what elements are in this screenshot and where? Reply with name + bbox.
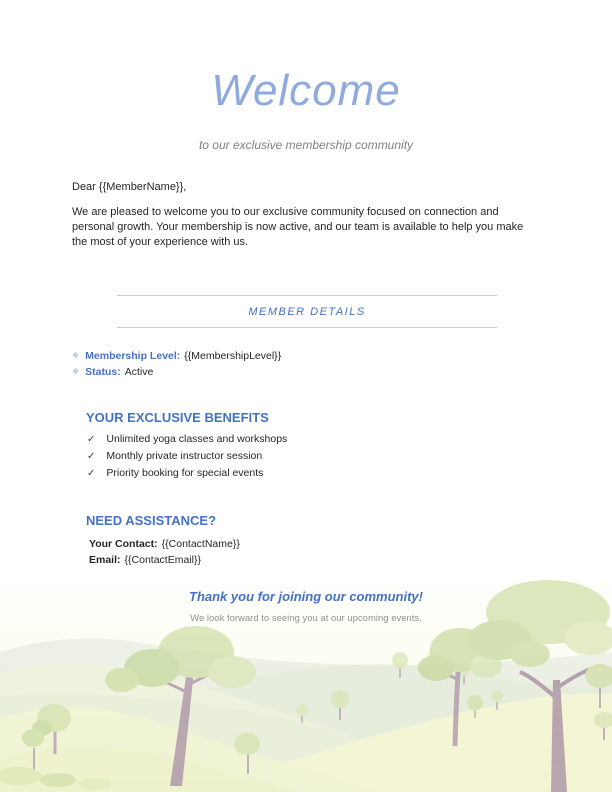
benefit-text: Monthly private instructor session [106,450,263,462]
assistance-value: {{ContactEmail}} [124,553,201,566]
benefit-item [87,431,287,448]
benefits-heading: YOUR EXCLUSIVE BENEFITS [86,410,269,425]
benefits-list [87,431,287,482]
assistance-label: Email: [89,553,121,566]
diamond-bullet-icon: ❖ [72,367,80,376]
assistance-row [89,553,240,569]
checkmark-icon: ✓ [87,468,96,479]
member-detail-row [72,348,281,364]
benefit-text: Priority booking for special events [106,467,264,479]
member-details-divider [117,295,497,328]
diamond-bullet-icon: ❖ [72,351,80,360]
salutation: Dear {{MemberName}}, [72,181,187,193]
assistance-value: {{ContactName}} [161,538,240,550]
benefit-item [87,448,287,465]
assistance-row [89,537,240,553]
closing-line: We look forward to seeing you at our upcoming events. [190,613,422,624]
intro-paragraph: We are pleased to welcome you to our exclusive community focused on connection and personal growth. Your membership is now active, and our team is available to help you make the most of your experience with us. [72,206,524,248]
detail-value: Active [124,366,154,378]
detail-value: {{MembershipLevel}} [184,350,282,362]
member-detail-row [72,364,281,380]
detail-label: Status: [85,366,121,378]
benefit-text: Unlimited yoga classes and workshops [106,433,288,445]
member-details-list [72,348,281,380]
thank-you-line: Thank you for joining our community! [189,589,423,604]
checkmark-icon: ✓ [87,451,96,462]
member-details-heading: MEMBER DETAILS [248,306,366,318]
assistance-label: Your Contact: [89,538,158,550]
assistance-heading: NEED ASSISTANCE? [86,513,217,528]
page-title: Welcome [211,66,401,115]
checkmark-icon: ✓ [87,434,96,445]
page-subtitle: to our exclusive membership community [198,138,414,152]
assistance-rows [89,537,240,568]
detail-label: Membership Level: [85,350,181,362]
benefit-item [87,465,287,482]
